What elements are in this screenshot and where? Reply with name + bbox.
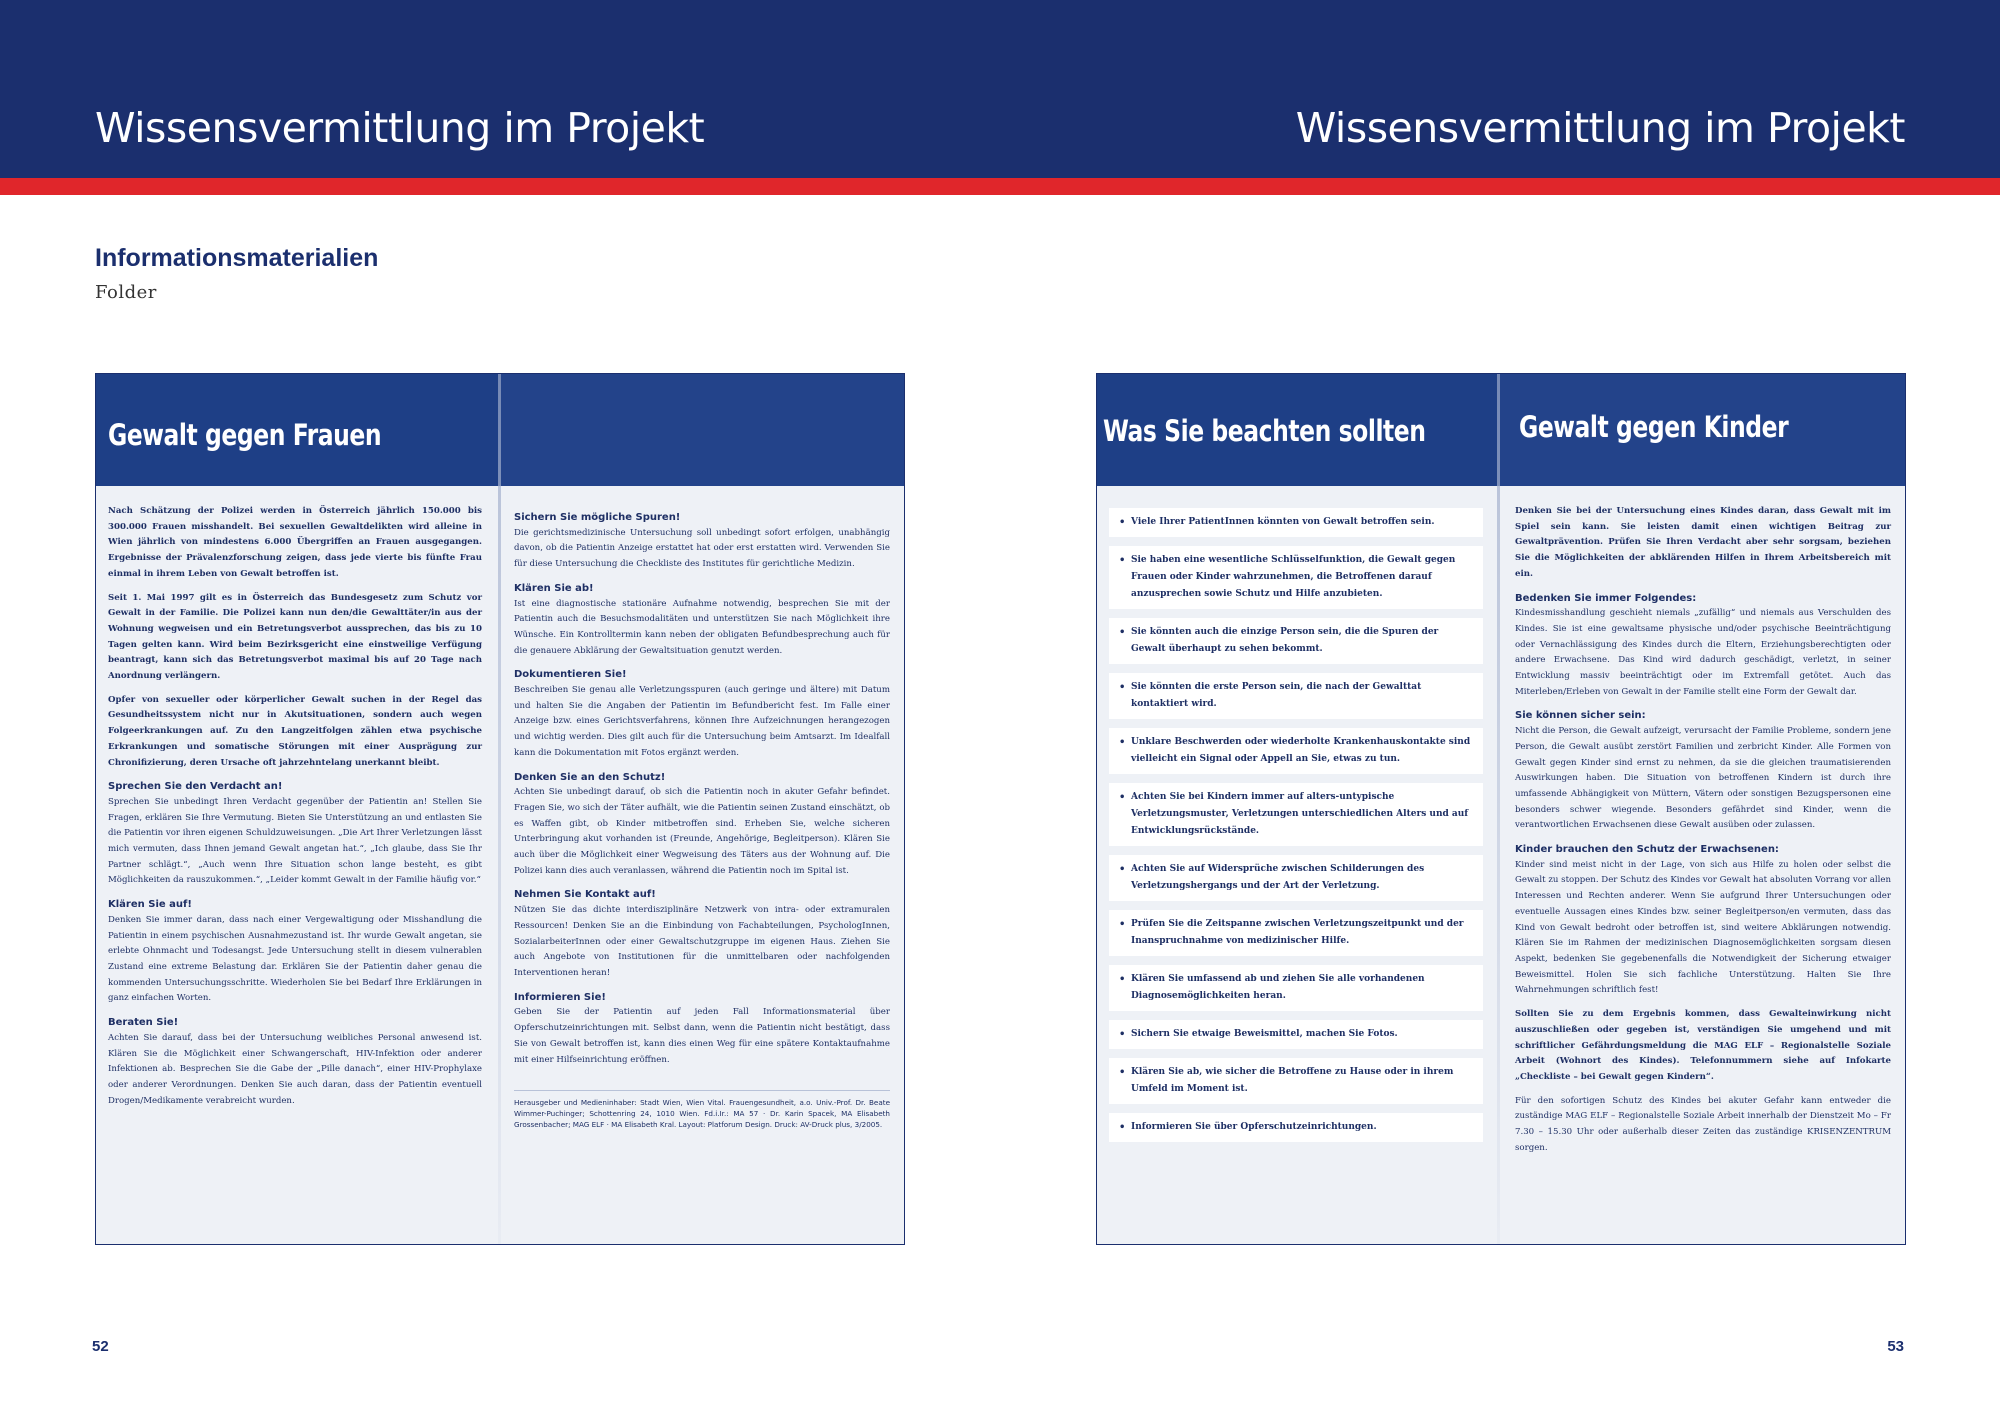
folder-paragraph: Seit 1. Mai 1997 gilt es in Österreich das Bundesgesetz zum Schutz vor Gewalt in der Familie. Die Polizei kann nun den/die Gewalttäter/in aus der Wohnung wegweisen und ein Betretungsverbot aussprechen, das bis zu 10 Tagen gelten kann. Wird beim Bezirksgericht eine einstweilige Verfügung beantragt, kann sich das Betretungsverbot maximal bis auf 20 Tage nach Anordnung verlängern. — [108, 592, 482, 682]
folder-subheading: Kinder brauchen den Schutz der Erwachsenen: — [1515, 844, 1779, 856]
folder-column-2 — [514, 504, 890, 1130]
folder-subheading: Sprechen Sie den Verdacht an! — [108, 781, 283, 793]
folder-paragraph: Opfer von sexueller oder körperlicher Gewalt suchen in der Regel das Gesundheitssystem nicht nur in Akutsituationen, sondern auch wegen Folgeerkrankungen auf. Zu den Langzeitfolgen zählen etwa psychische Erkrankungen und somatische Störungen mit einer Ausprägung zur Chronifizierung, deren Ursache oft jahrzehntelang unerkannt bleibt. — [108, 694, 482, 768]
header-title-right: Wissensvermittlung im Projekt — [1295, 104, 1905, 152]
folder-paragraph: Geben Sie der Patientin auf jeden Fall Informationsmaterial über Opferschutzeinrichtungen mit. Selbst dann, wenn die Patientin nicht bestätigt, dass Sie von Gewalt betroffen ist, kann dies einen Weg für eine spätere Kontaktaufnahme mit einer Hilfseinrichtung eröffnen. — [514, 1007, 890, 1065]
section-title: Informationsmaterialien — [95, 244, 379, 272]
folder-subheading: Klären Sie auf! — [108, 899, 192, 911]
folder-paragraph: Achten Sie darauf, dass bei der Untersuchung weibliches Personal anwesend ist. Klären Sie die Möglichkeit einer Schwangerschaft, HIV-Infektion oder anderer Infektionen ab. Besprechen Sie die Gabe der „Pille danach“, einer HIV-Prophylaxe oder anderer Verordnungen. Denken Sie auch daran, dass der Patientin eventuell Drogen/Medikamente verabreicht wurden. — [108, 1032, 482, 1106]
checklist-item: • Unklare Beschwerden oder wiederholte Krankenhauskontakte sind vielleicht ein Signal oder Appell an Sie, etwas zu tun. — [1109, 728, 1483, 774]
folder-subheading: Dokumentieren Sie! — [514, 669, 627, 681]
section-subtitle: Folder — [95, 282, 157, 303]
folder-paragraph: Kinder sind meist nicht in der Lage, von sich aus Hilfe zu holen oder selbst die Gewalt zu stoppen. Der Schutz des Kindes vor Gewalt hat absoluten Vorrang vor allen Interessen und Rechten anderer. Wenn Sie aufgrund Ihrer Untersuchungen oder eventuelle Aussagen eines Kindes bzw. seiner Begleitperson/en vermuten, dass das Kind von Gewalt bedroht oder betroffen ist, sind weitere Abklärungen notwendig. Klären Sie im Rahmen der medizinischen Diagnosemöglichkeiten sorgsam diesen Aspekt, bedenken Sie gegebenenfalls die Notwendigkeit der Sicherung etwaiger Beweismittel. Holen Sie sich fachliche Unterstützung. Halten Sie Ihre Wahrnehmungen schriftlich fest! — [1515, 859, 1891, 996]
folder-paragraph: Denken Sie bei der Untersuchung eines Kindes daran, dass Gewalt mit im Spiel sein kann. Sie leisten damit einen wichtigen Beitrag zur Gewaltprävention. Prüfen Sie Ihren Verdacht aber sehr sorgsam, beziehen Sie die Möglichkeiten der abklärenden Hilfen in Ihrem Arbeitsbereich mit ein. — [1515, 506, 1891, 579]
checklist-item: • Achten Sie auf Widersprüche zwischen Schilderungen des Verletzungshergangs und der Art der Verletzung. — [1109, 855, 1483, 901]
folder-paragraph: Nach Schätzung der Polizei werden in Österreich jährlich 150.000 bis 300.000 Frauen misshandelt. Bei sexuellen Gewaltdelikten wird alleine in Wien jährlich von mindestens 6.000 Übergriffen an Frauen ausgegangen. Ergebnisse der Prävalenzforschung zeigen, dass jede vierte bis fünfte Frau einmal in ihrem Leben von Gewalt betroffen ist. — [108, 506, 482, 579]
checklist-item: • Sichern Sie etwaige Beweismittel, machen Sie Fotos. — [1109, 1020, 1483, 1049]
folder-paragraph: Nützen Sie das dichte interdisziplinäre Netzwerk von intra- oder extramuralen Ressourcen! Denken Sie an die Einbindung von Fachabteilungen, PsychologInnen, SozialarbeiterInnen oder einer Gewaltschutzgruppe im eigenen Haus. Ziehen Sie auch Angebote von Institutionen für die unmittelbaren oder nachfolgenden Interventionen heran! — [514, 905, 890, 978]
folder-paragraph: Für den sofortigen Schutz des Kindes bei akuter Gefahr kann entweder die zuständige MAG ELF – Regionalstelle Soziale Arbeit innerhalb der Dienstzeit Mo – Fr 7.30 – 15.30 Uhr oder außerhalb dieser Zeiten das zuständige KRISENZENTRUM sorgen. — [1515, 1095, 1891, 1153]
folder-paragraph: Ist eine diagnostische stationäre Aufnahme notwendig, besprechen Sie mit der Patientin auch die Besuchsmodalitäten und unterstützen Sie nach Möglichkeit ihre Wünsche. Ein Kontrolltermin kann neben der obligaten Befundbesprechung auch für die genauere Abklärung der Gewaltsituation genutzt werden. — [514, 598, 890, 656]
page-number-right: 53 — [1887, 1338, 1904, 1355]
folder-subheading: Informieren Sie! — [514, 991, 606, 1003]
folder-paragraph: Achten Sie unbedingt darauf, ob sich die Patientin noch in akuter Gefahr befindet. Fragen Sie, wo sich der Täter aufhält, wie die Patientin seinen Zustand einschätzt, ob es Waffen gibt, ob Kinder mitbetroffen sind. Erheben Sie, welche sicheren Unterbringung akut vorhanden ist (Freunde, Angehörige, Begleitperson). Klären Sie auch über die Möglichkeit einer Wegweisung des Täters aus der Wohnung auf. Die Polizei kann dies auch veranlassen, während die Patientin noch im Spital ist. — [514, 787, 890, 876]
page-number-left: 52 — [92, 1338, 109, 1355]
folder-paragraph: Nicht die Person, die Gewalt aufzeigt, verursacht der Familie Probleme, sondern jene Person, die Gewalt ausübt zerstört Familien und zerbricht Kinder. Alle Formen von Gewalt gegen Kinder sind ernst zu nehmen, da sie die gleichen traumatisierenden Auswirkungen haben. Die Situation von betroffenen Kindern ist durch ihre umfassende Abhängigkeit von Müttern, Vätern oder sonstigen Bezugspersonen eine besonders schwer wiegende. Besonders gefährdet sind Kinder, wenn die verantwortlichen Erwachsenen diese Gewalt ausüben oder zulassen. — [1515, 726, 1891, 831]
folder-subheading: Sichern Sie mögliche Spuren! — [514, 512, 681, 523]
header-title-left: Wissensvermittlung im Projekt — [95, 104, 705, 152]
folder-subheading: Denken Sie an den Schutz! — [514, 771, 666, 783]
folder-paragraph: Die gerichtsmedizinische Untersuchung soll unbedingt sofort erfolgen, unabhängig davon, ob die Patientin Anzeige erstattet hat oder erst erstatten wird. Verwenden Sie für diese Untersuchung die Checkliste des Institutes für gerichtliche Medizin. — [514, 527, 890, 570]
folder-subheading: Klären Sie ab! — [514, 582, 594, 594]
fold-line — [1497, 374, 1500, 1244]
header-accent-line — [0, 178, 2000, 195]
folder-subheading: Nehmen Sie Kontakt auf! — [514, 889, 656, 901]
folder-paragraph: Sprechen Sie unbedingt Ihren Verdacht gegenüber der Patientin an! Stellen Sie Fragen, erklären Sie Ihre Vermutung. Bieten Sie Unterstützung an und entlasten Sie die Patientin vor ihren eigenen Schuldzuweisungen. „Die Art Ihrer Verletzungen lässt mich vermuten, dass Ihnen jemand Gewalt angetan hat.“, „Ich glaube, dass Sie Ihr Partner schlägt.“, „Auch wenn Ihre Situation schon lange besteht, es gibt Möglichkeiten da rauszukommen.“, „Leider kommt Gewalt in der Familie häufig vor.“ — [108, 796, 482, 886]
checklist-item: • Sie haben eine wesentliche Schlüsselfunktion, die Gewalt gegen Frauen oder Kinder wahrzunehmen, die Betroffenen darauf anzusprechen sowie Schutz und Hilfe anzubieten. — [1109, 546, 1483, 609]
checklist-item: • Informieren Sie über Opferschutzeinrichtungen. — [1109, 1113, 1483, 1142]
folder-was-sie-beachten-sollten — [1096, 373, 1906, 1245]
folder-imprint: Herausgeber und Medieninhaber: Stadt Wien, Wien Vital. Frauengesundheit, a.o. Univ.-Prof. Dr. Beate Wimmer-Puchinger; Schottenring 24, 1010 Wien. Fd.i.Ir.: MA 57 · Dr. Karin Spacek, MA Elisabeth Grossenbacher; MAG ELF · MA Elisabeth Kral. Layout: Platforum Design. Druck: AV-Druck plus, 3/2005. — [514, 1090, 890, 1130]
folder-column-1 — [108, 504, 482, 1117]
folder-subheading: Sie können sicher sein: — [1515, 710, 1646, 722]
checklist-item: • Sie könnten die erste Person sein, die nach der Gewalttat kontaktiert wird. — [1109, 673, 1483, 719]
folder-paragraph: Kindesmisshandlung geschieht niemals „zufällig“ und niemals aus Verschulden des Kindes. Sie ist eine gewaltsame physische und/oder psychische Beeinträchtigung oder Vernachlässigung des Kindes durch die Eltern, Erziehungsberechtigten oder andere Erwachsene. Das Kind wird dadurch geschädigt, verletzt, in seiner Entwicklung massiv beeinträchtigt oder im Extremfall getötet. Auch das Miterleben/Erleben von Gewalt in der Familie stellt eine Form der Gewalt dar. — [1515, 608, 1891, 697]
checklist-item: • Klären Sie ab, wie sicher die Betroffene zu Hause oder in ihrem Umfeld im Moment ist. — [1109, 1058, 1483, 1104]
folder-column-kinder — [1515, 504, 1891, 1164]
folder-heading-beachten: Was Sie beachten sollten — [1103, 414, 1426, 448]
folder-subheading: Beraten Sie! — [108, 1017, 179, 1029]
folder-paragraph: Sollten Sie zu dem Ergebnis kommen, dass Gewalteinwirkung nicht auszuschließen oder gegeben ist, verständigen Sie umgehend und mit schriftlicher Gefährdungsmeldung die MAG ELF – Regionalstelle Soziale Arbeit (Wohnort des Kindes). Telefonnummern siehe auf Infokarte „Checkliste – bei Gewalt gegen Kindern“. — [1515, 1009, 1891, 1082]
checklist-item: • Viele Ihrer PatientInnen könnten von Gewalt betroffen sein. — [1109, 508, 1483, 537]
checklist-item: • Sie könnten auch die einzige Person sein, die die Spuren der Gewalt überhaupt zu sehen bekommt. — [1109, 618, 1483, 664]
folder-heading-kinder: Gewalt gegen Kinder — [1519, 410, 1789, 444]
folder-gewalt-gegen-frauen — [95, 373, 905, 1245]
checklist-bullets — [1109, 508, 1483, 1151]
folder-paragraph: Denken Sie immer daran, dass nach einer Vergewaltigung oder Misshandlung die Patientin in einem psychischen Ausnahmezustand ist. Ihr wurde Gewalt angetan, sie erlebte Ohnmacht und Todesangst. Jede Untersuchung stellt in diesem vulnerablen Zustand eine extreme Belastung dar. Erklären Sie der Patientin daher genau die kommenden Untersuchungsschritte. Wiederholen Sie bei Bedarf Ihre Erklärungen in ganz einfachen Worten. — [108, 914, 482, 1004]
fold-line — [498, 374, 501, 1244]
checklist-item: • Klären Sie umfassend ab und ziehen Sie alle vorhandenen Diagnosemöglichkeiten heran. — [1109, 965, 1483, 1011]
folder-subheading: Bedenken Sie immer Folgendes: — [1515, 592, 1697, 604]
folder-heading: Gewalt gegen Frauen — [108, 418, 382, 452]
folder-paragraph: Beschreiben Sie genau alle Verletzungsspuren (auch geringe und ältere) mit Datum und halten Sie die Angaben der Patientin im Befundbericht fest. Im Falle einer Anzeige bzw. eines Gerichtsverfahrens, können Ihre Aufzeichnungen herangezogen und wichtig werden. Dies gilt auch für die Untersuchung beim Amtsarzt. Im Idealfall kann die Dokumentation mit Fotos ergänzt werden. — [514, 685, 890, 758]
checklist-item: • Prüfen Sie die Zeitspanne zwischen Verletzungszeitpunkt und der Inanspruchnahme von medizinischer Hilfe. — [1109, 910, 1483, 956]
checklist-item: • Achten Sie bei Kindern immer auf alters-untypische Verletzungsmuster, Verletzungen unterschiedlichen Alters und auf Entwicklungsrückstände. — [1109, 783, 1483, 846]
folder-panel-header — [499, 374, 904, 486]
